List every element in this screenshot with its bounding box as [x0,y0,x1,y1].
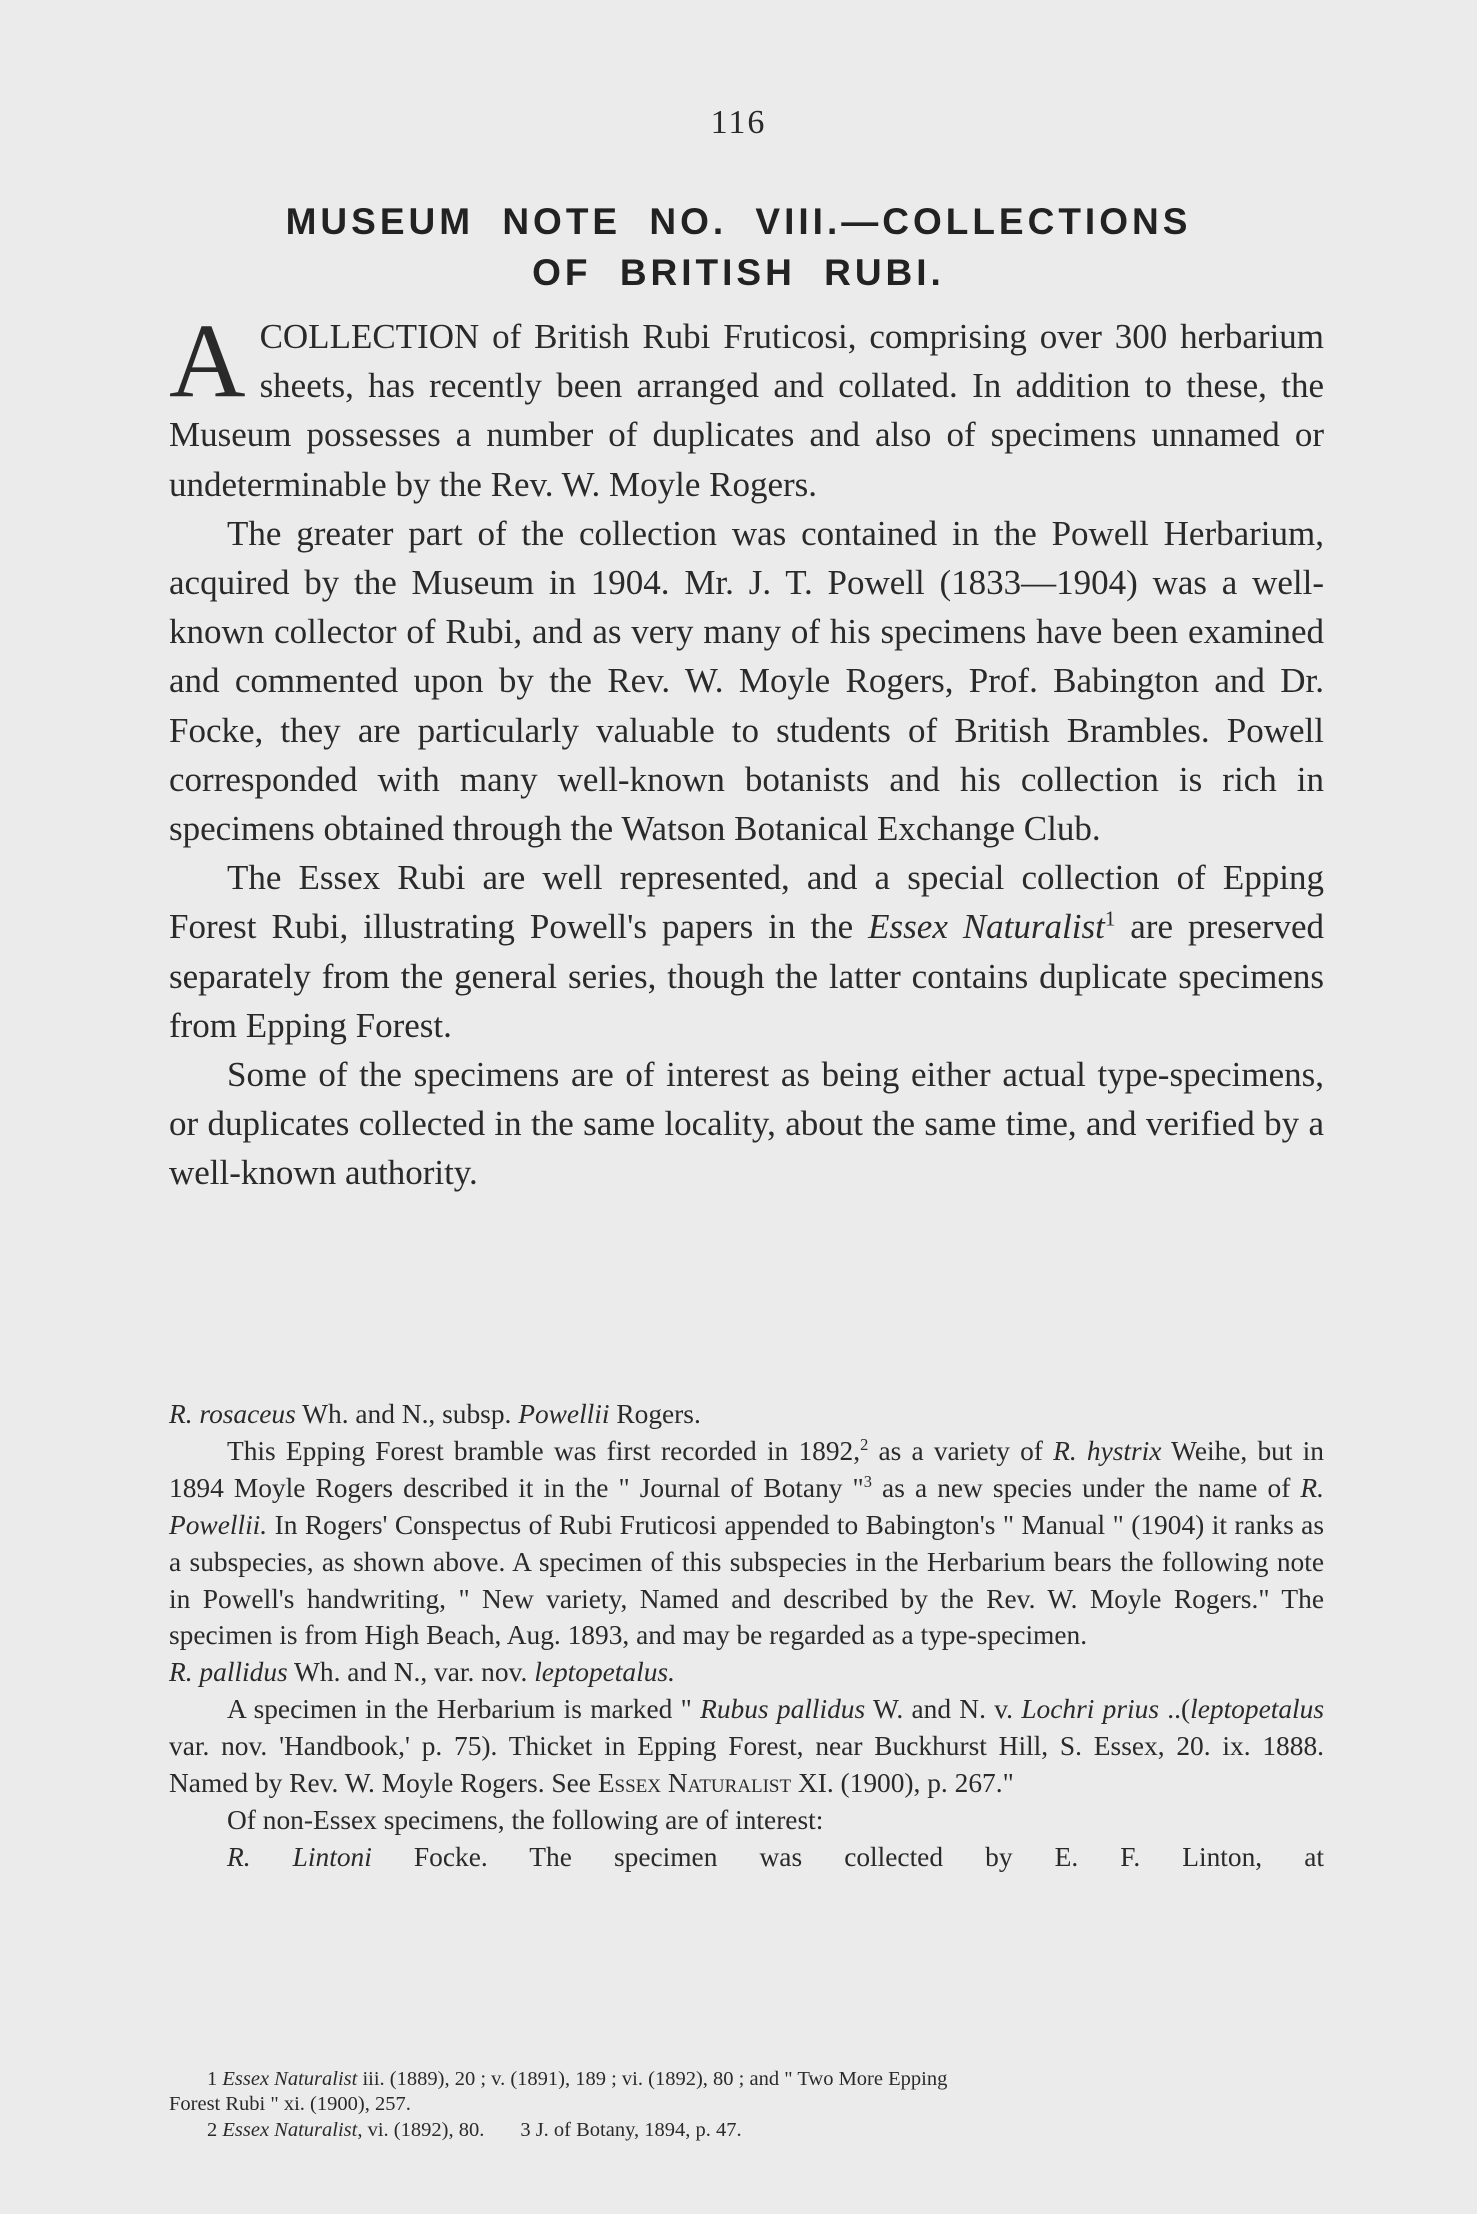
variety-name: leptopetalus [1190,1694,1324,1725]
journal-title: Essex Naturalist [222,2118,358,2141]
article-heading [150,196,1327,298]
species-rosaceus-heading [169,1396,1324,1433]
species-name: R. hystrix [1053,1435,1162,1466]
note-text: W. and N. v. [865,1694,1022,1725]
footnote-ref-3: 3 [863,1471,872,1491]
species-authority: Rogers. [609,1399,701,1429]
species-authors: Wh. and N., var. nov. [287,1657,535,1688]
subspecies-name: Powellii [518,1399,610,1429]
footnote-text: iii. (1889), 20 ; v. (1891), 189 ; vi. (1892), 80 ; and " Two More Epping [357,2068,948,2090]
species-name: Rubus pallidus [700,1694,866,1725]
note-text: This Epping Forest bramble was first recorded in 1892, [227,1435,861,1466]
paragraph-4: Some of the specimens are of interest as being either actual type-specimens, or duplicates collected in the same locality, about the same time, and verified by a well-known authority. [169,1055,1324,1193]
journal-title: Essex Naturalist [597,1768,792,1799]
paragraph-1 [169,302,1324,509]
note-text: A specimen in the Herbarium is marked " [227,1694,701,1725]
note-text: Weihe, but in 1894 Moyle Rogers described it in the " Journal of Botany " [169,1435,1324,1503]
species-authors: Wh. and N., subsp. [295,1399,519,1429]
species-lintoni [169,1839,1324,1876]
species-name: R. Lintoni [227,1841,372,1872]
species-pallidus-heading [169,1654,1324,1691]
heading-line-1: MUSEUM NOTE NO. VIII.—COLLECTIONS [285,201,1192,242]
species-pallidus-note [169,1691,1324,1802]
variety-name: leptopetalus. [534,1657,675,1688]
heading-line-2: OF BRITISH RUBI. [532,252,945,293]
note-text: Focke. The specimen was collected by E. F. Linton, at [371,1841,1325,1872]
paragraph-3-text-a: The Essex Rubi are well represented, and a special collection of Epping Forest Rubi, illustrating Powell's papers in the [169,858,1324,947]
footnote-2 [169,2118,1324,2143]
paragraph-3-text-b: are preserved separately from the general series, though the latter contains duplicate specimens from Epping Forest. [169,907,1324,1045]
note-text: XI. (1900), p. 267." [791,1768,1014,1799]
species-rosaceus-note [169,1433,1324,1654]
species-name: R. rosaceus [169,1399,296,1429]
footnote-ref-2: 2 [860,1434,869,1454]
journal-title: Essex Naturalist [868,907,1105,947]
footnote-number: 2 [207,2118,223,2141]
note-text: as a variety of [868,1435,1054,1466]
body-text [169,302,1324,1198]
note-text: ..( [1158,1694,1191,1725]
species-notes [169,1396,1324,1876]
paragraph-2: The greater part of the collection was contained in the Powell Herbarium, acquired by the Museum in 1904. Mr. J. T. Powell (1833—1904) was a well-known collector of Rubi, and as very many of his specimens have been examined and commented upon by the Rev. W. Moyle Rogers, Prof. Babington and Dr. Focke, they are particularly valuable to students of British Brambles. Powell corresponded with many well-known botanists and his collection is rich in specimens obtained through the Watson Botanical Exchange Club. [169,513,1324,849]
paragraph-3 [169,853,1324,1050]
species-name: R. pallidus [169,1657,288,1688]
non-essex-intro: Of non-Essex specimens, the following are of interest: [227,1804,824,1835]
footnote-3: 3 J. of Botany, 1894, p. 47. [520,2118,742,2141]
note-text: as a new species under the name of [871,1472,1301,1503]
species-name: Lochri prius [1021,1694,1159,1725]
footnote-number: 1 [207,2068,223,2090]
footnote-text: , vi. (1892), 80. [357,2118,485,2141]
footnotes [169,2067,1324,2143]
footnote-1-continued: Forest Rubi " xi. (1900), 257. [169,2093,411,2116]
paragraph-1-text: COLLECTION of British Rubi Fruticosi, comprising over 300 herbarium sheets, has recently been arranged and collated. In addition to these, the Museum possesses a number of duplicates and also of specimens unnamed or undeterminable by the Rev. W. Moyle Rogers. [169,317,1324,504]
footnote-ref-1: 1 [1104,906,1116,931]
note-text: var. nov. 'Handbook,' p. 75). Thicket in Epping Forest, near Buckhurst Hill, S. Essex, 20. ix. 1888. Named by Rev. W. Moyle Rogers. See [169,1731,1324,1799]
species-name: R. Powellii. [169,1472,1324,1540]
page-number: 116 [710,104,767,141]
drop-cap: A [169,302,246,419]
footnote-1 [169,2067,1324,2092]
journal-title: Essex Naturalist [222,2068,358,2090]
note-text: In Rogers' Conspectus of Rubi Fruticosi appended to Babington's " Manual " (1904) it ranks as a subspecies, as shown above. A specimen of this subspecies in the Herbarium bears the following note in Powell's handwriting, " New variety, Named and described by the Rev. W. Moyle Rogers." The specimen is from High Beach, Aug. 1893, and may be regarded as a type-specimen. [169,1509,1324,1651]
